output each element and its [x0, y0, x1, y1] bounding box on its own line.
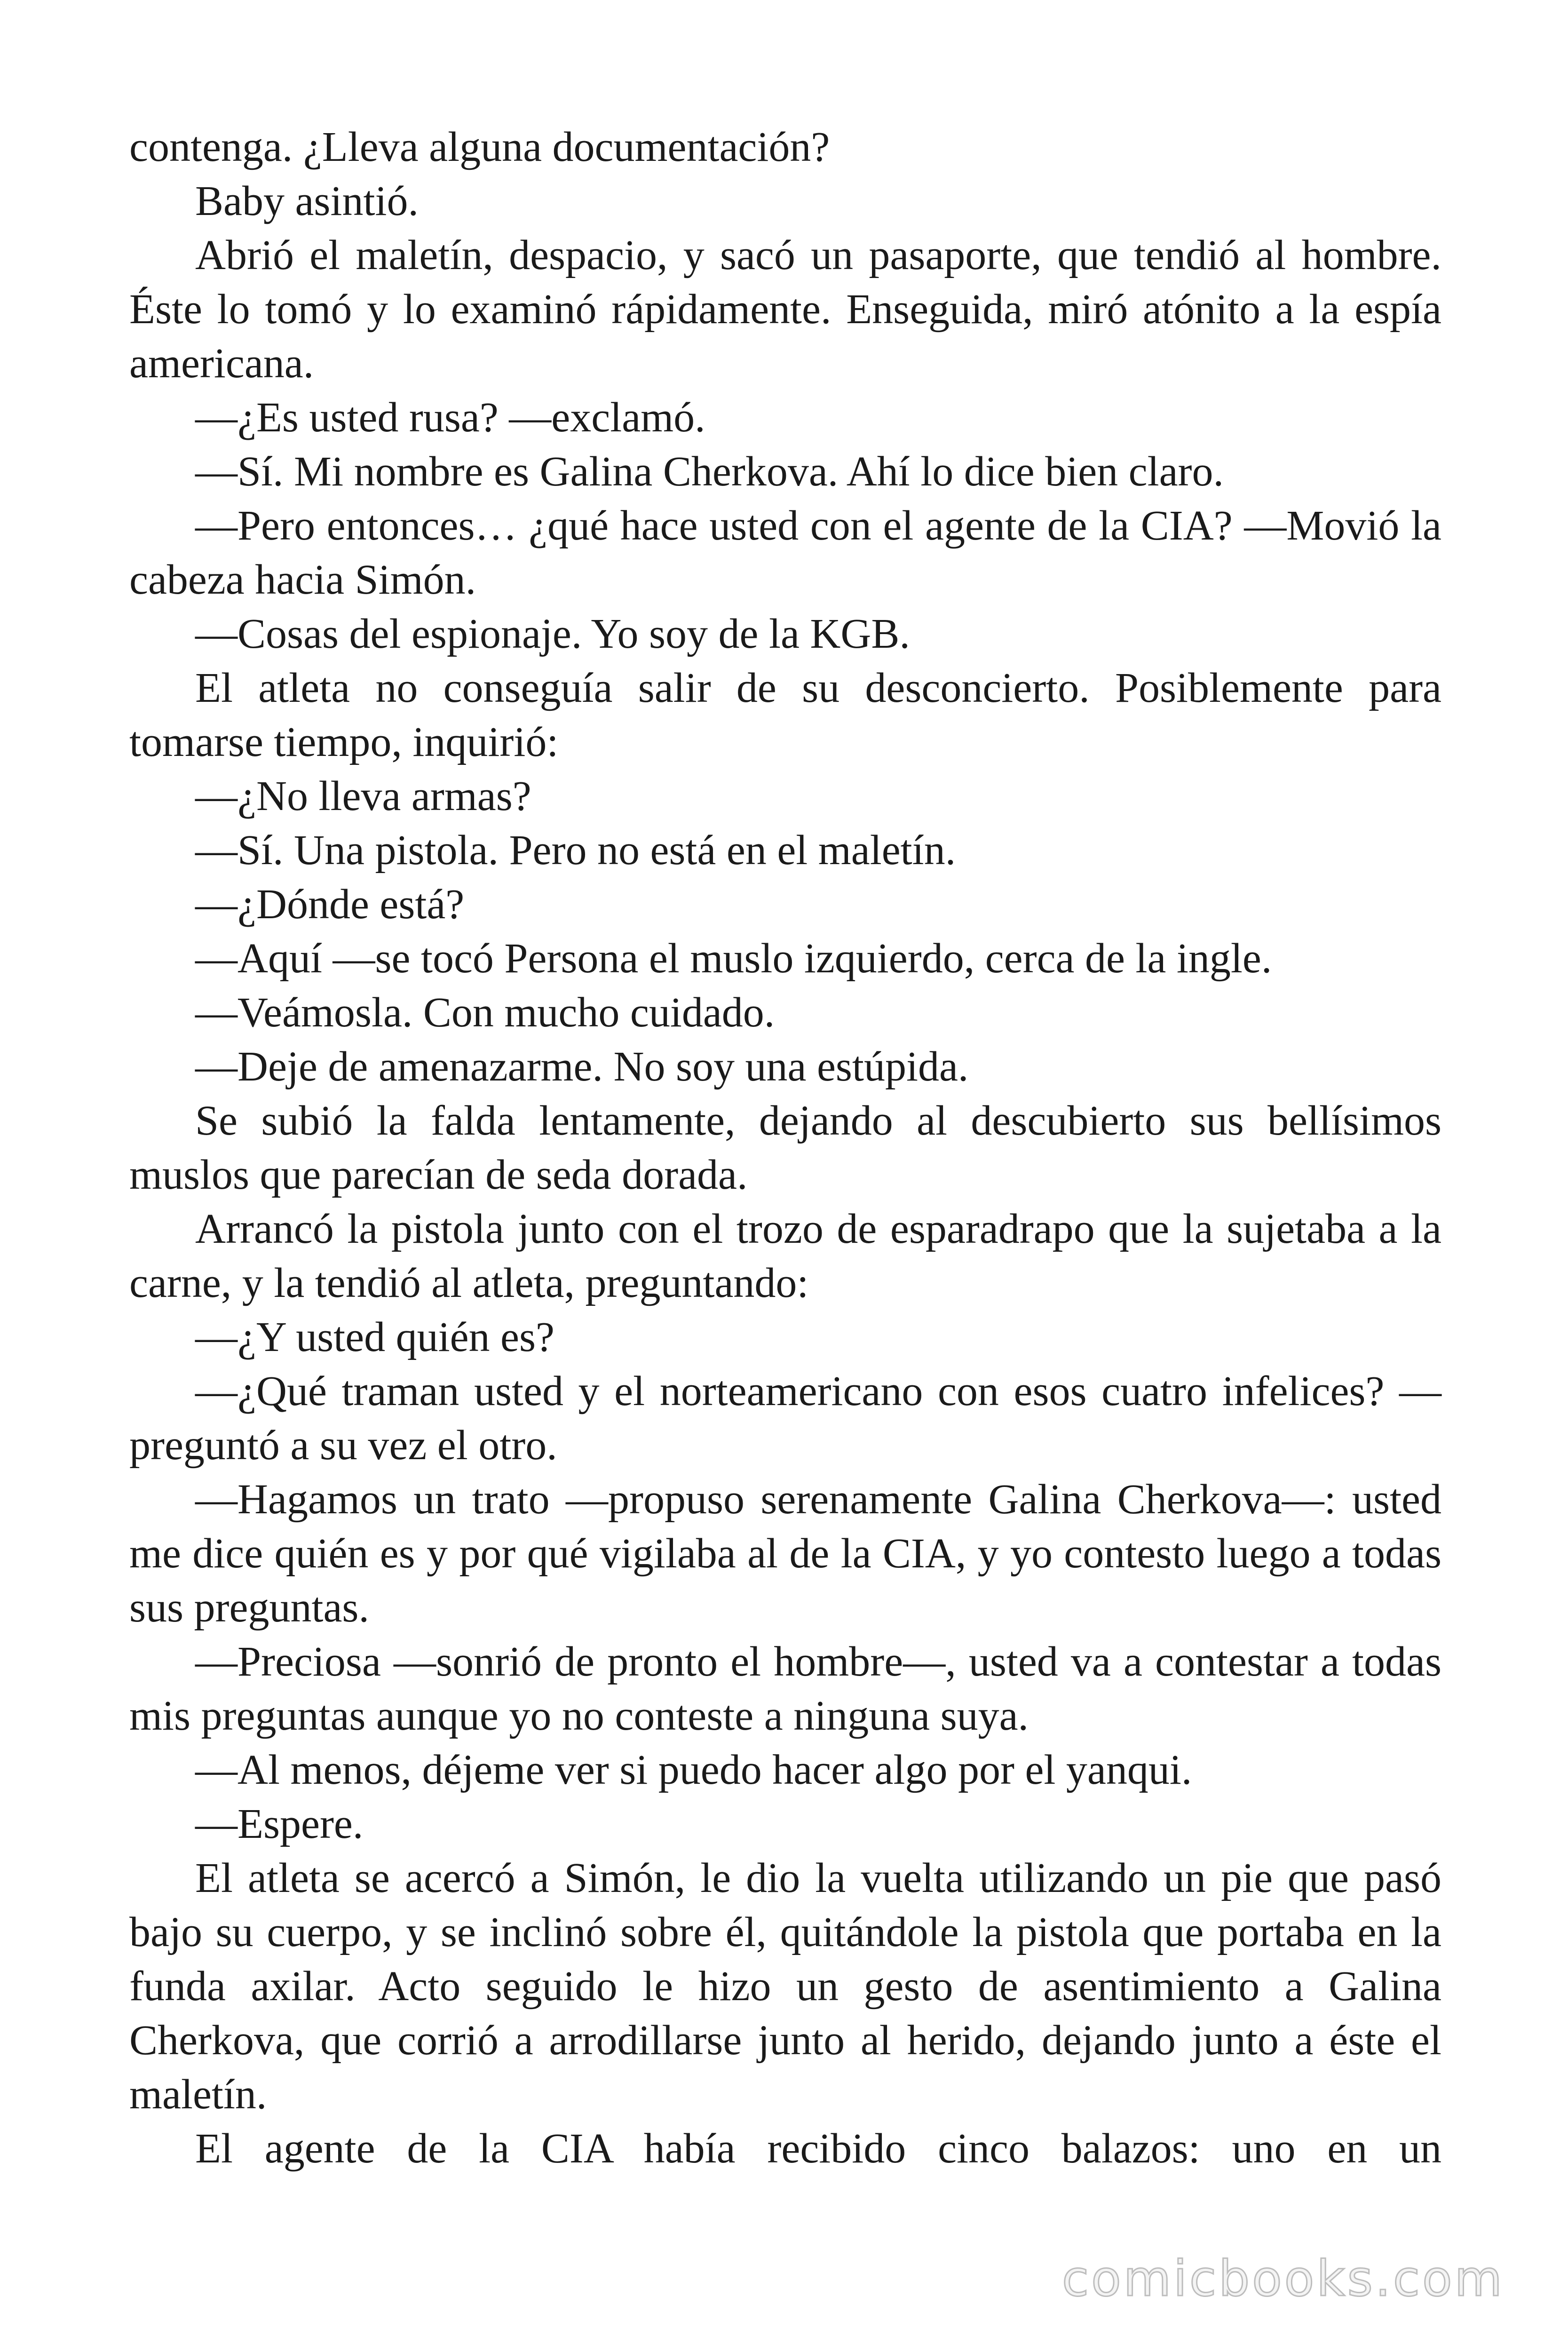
paragraph: Arrancó la pistola junto con el trozo de esparadrapo que la sujetaba a la carne, y la tendió al atleta, preguntando: — [129, 1206, 1441, 1306]
paragraph: —Sí. Una pistola. Pero no está en el maletín. — [195, 827, 956, 874]
paragraph: —Preciosa —sonrió de pronto el hombre—, usted va a contestar a todas mis preguntas aunque yo no conteste a ninguna suya. — [129, 1638, 1441, 1739]
page-body — [129, 120, 1441, 2213]
paragraph: —Al menos, déjeme ver si puedo hacer algo por el yanqui. — [195, 1747, 1192, 1793]
paragraph: —¿Dónde está? — [195, 881, 465, 928]
paragraph: El atleta se acercó a Simón, le dio la vuelta utilizando un pie que pasó bajo su cuerpo, y se inclinó sobre él, quitándole la pistola que portaba en la funda axilar. Acto seguido le hizo un gesto de asentimiento a Galina Cherkova, que corrió a arrodillarse junto al herido, dejando junto a éste el maletín. — [129, 1855, 1441, 2118]
paragraph: Abrió el maletín, despacio, y sacó un pasaporte, que tendió al hombre. Éste lo tomó y lo examinó rápidamente. Enseguida, miró atónito a la espía americana. — [129, 232, 1441, 387]
paragraph: —Pero entonces… ¿qué hace usted con el agente de la CIA? —Movió la cabeza hacia Simón. — [129, 502, 1441, 603]
watermark: comicbooks.com — [1061, 2250, 1505, 2307]
paragraph: —Deje de amenazarme. No soy una estúpida. — [195, 1043, 969, 1090]
paragraph: El agente de la CIA había recibido cinco balazos: uno en un — [195, 2125, 1441, 2172]
paragraph: Se subió la falda lentamente, dejando al descubierto sus bellísimos muslos que parecían de seda dorada. — [129, 1097, 1441, 1198]
paragraph: —Veámosla. Con mucho cuidado. — [195, 989, 775, 1036]
paragraph: contenga. ¿Lleva alguna documentación? — [129, 124, 830, 170]
paragraph: —Espere. — [195, 1801, 364, 1847]
paragraph: —¿Es usted rusa? —exclamó. — [195, 394, 705, 441]
paragraph: Baby asintió. — [195, 178, 419, 224]
paragraph: —Aquí —se tocó Persona el muslo izquierdo, cerca de la ingle. — [195, 935, 1272, 982]
paragraph: —Hagamos un trato —propuso serenamente Galina Cherkova—: usted me dice quién es y por qué vigilaba al de la CIA, y yo contesto luego a todas sus preguntas. — [129, 1476, 1441, 1631]
paragraph: El atleta no conseguía salir de su desconcierto. Posiblemente para tomarse tiempo, inquirió: — [129, 665, 1441, 765]
paragraph: —Sí. Mi nombre es Galina Cherkova. Ahí lo dice bien claro. — [195, 448, 1224, 495]
paragraph: —¿No lleva armas? — [195, 773, 531, 819]
paragraph: —¿Y usted quién es? — [195, 1314, 554, 1360]
paragraph: —Cosas del espionaje. Yo soy de la KGB. — [195, 611, 910, 657]
paragraph: —¿Qué traman usted y el norteamericano con esos cuatro infelices? —preguntó a su vez el otro. — [129, 1368, 1441, 1469]
